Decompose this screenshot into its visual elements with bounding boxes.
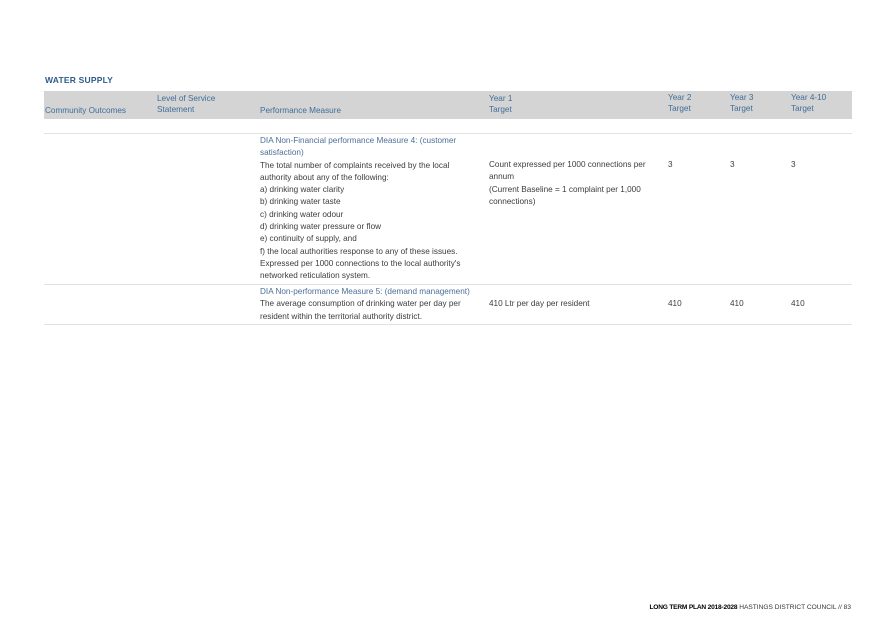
year1-text: Count expressed per 1000 connections per <box>489 160 646 169</box>
section-title: WATER SUPPLY <box>45 75 114 85</box>
measure-item: c) drinking water odour <box>260 209 344 219</box>
footer-separator: // <box>838 604 842 611</box>
measure-item: d) drinking water pressure or flow <box>260 222 382 232</box>
year1-text: 410 Ltr per day per resident <box>489 299 590 308</box>
year4-10-target-value: 410 <box>791 299 805 308</box>
measure-item: f) the local authorities response to any of these issues. <box>260 246 458 256</box>
header-year4-10: Year 4-10 Target <box>791 93 827 113</box>
header-performance-measure: Performance Measure <box>260 106 341 115</box>
measure-text: The average consumption of drinking water per day per <box>260 299 461 309</box>
row-divider <box>44 324 852 325</box>
measure-text: resident within the territorial authority district. <box>260 311 422 321</box>
year2-target-value: 3 <box>668 160 673 169</box>
header-level-of-service: Level of Service Statement <box>157 94 216 114</box>
year1-target-cell <box>489 159 659 208</box>
row-divider <box>44 133 852 134</box>
measure-text: networked reticulation system. <box>260 271 371 281</box>
measure-title: satisfaction) <box>260 148 304 158</box>
page-footer <box>649 604 851 611</box>
row-divider <box>44 284 852 285</box>
page-number: 83 <box>843 604 851 611</box>
year3-target-value: 410 <box>730 299 744 308</box>
footer-council: HASTINGS DISTRICT COUNCIL <box>739 604 837 611</box>
header-year1: Year 1 Target <box>489 94 513 114</box>
year1-text: annum <box>489 172 515 182</box>
service-table <box>44 91 852 321</box>
performance-measure-cell <box>260 286 475 323</box>
footer-plan: LONG TERM PLAN 2018-2028 <box>649 604 738 611</box>
measure-item: a) drinking water clarity <box>260 185 345 195</box>
measure-item: b) drinking water taste <box>260 197 341 207</box>
performance-measure-cell <box>260 135 475 283</box>
measure-item: e) continuity of supply, and <box>260 234 357 244</box>
year4-10-target-value: 3 <box>791 160 796 169</box>
measure-text: Expressed per 1000 connections to the local authority's <box>260 258 461 268</box>
year2-target-value: 410 <box>668 299 682 308</box>
year1-text: (Current Baseline = 1 complaint per 1,000 <box>489 184 641 194</box>
year3-target-value: 3 <box>730 160 735 169</box>
measure-title: DIA Non-performance Measure 5: (demand management) <box>260 287 470 296</box>
year1-text: connections) <box>489 196 536 206</box>
header-year2: Year 2 Target <box>668 93 692 113</box>
measure-title: DIA Non-Financial performance Measure 4: (customer <box>260 136 457 145</box>
measure-text: authority about any of the following: <box>260 172 389 182</box>
measure-text: The total number of complaints received by the local <box>260 160 450 170</box>
year1-target-cell <box>489 298 659 310</box>
table-header <box>44 91 852 119</box>
header-community-outcomes: Community Outcomes <box>45 106 126 115</box>
header-year3: Year 3 Target <box>730 93 754 113</box>
